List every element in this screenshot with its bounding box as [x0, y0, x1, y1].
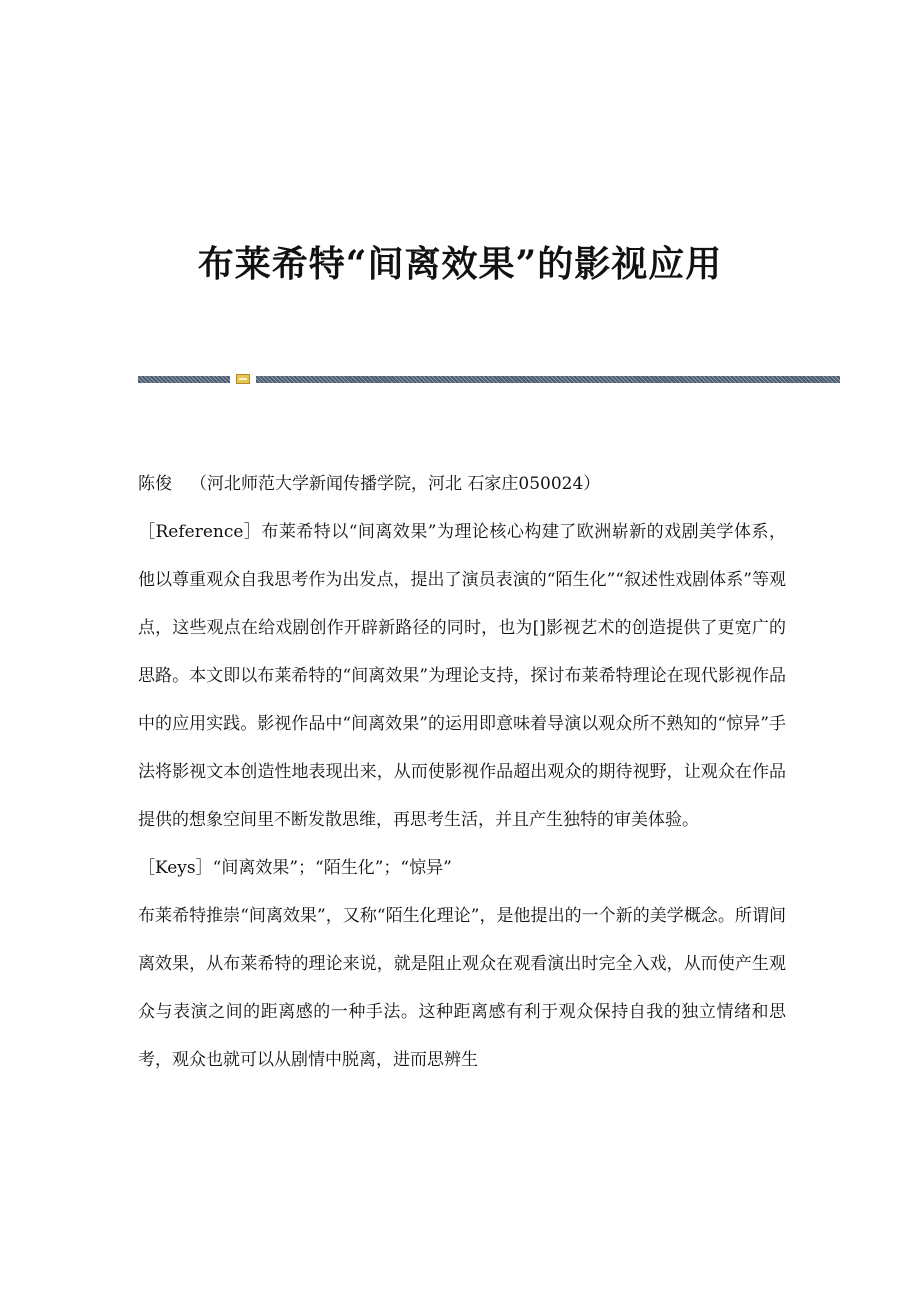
divider-ornament-icon — [236, 374, 250, 384]
divider-bar-right — [256, 376, 840, 383]
body-paragraph: 布莱希特推崇“间离效果”，又称“陌生化理论”，是他提出的一个新的美学概念。所谓间离效果，从布莱希特的理论来说，就是阻止观众在观看演出时完全入戏，从而使产生观众与表演之间的距离感的一种手法。这种距离感有利于观众保持自我的独立情绪和思考，观众也就可以从剧情中脱离，进而思辨生 — [138, 906, 786, 1070]
abstract-paragraph — [138, 508, 786, 844]
abstract-label: ［Reference］ — [138, 522, 262, 542]
title-divider — [138, 374, 840, 384]
keywords-text: “间离效果”；“陌生化”；“惊异” — [212, 858, 452, 878]
keywords-label: ［Keys］ — [138, 858, 213, 878]
author-name: 陈俊 — [138, 474, 172, 494]
keywords-paragraph — [138, 844, 786, 892]
author-line — [138, 460, 786, 508]
document-title: 布莱希特“间离效果”的影视应用 — [197, 243, 723, 286]
document-body — [138, 460, 786, 1084]
abstract-text: 布莱希特以“间离效果”为理论核心构建了欧洲崭新的戏剧美学体系，他以尊重观众自我思考作为出发点，提出了演员表演的“陌生化”“叙述性戏剧体系”等观点，这些观点在给戏剧创作开辟新路径的同时，也为[]影视艺术的创造提供了更宽广的思路。本文即以布莱希特的“间离效果”为理论支持，探讨布莱希特理论在现代影视作品中的应用实践。影视作品中“间离效果”的运用即意味着导演以观众所不熟知的“惊异”手法将影视文本创造性地表现出来，从而使影视作品超出观众的期待视野，让观众在作品提供的想象空间里不断发散思维，再思考生活，并且产生独特的审美体验。 — [138, 522, 786, 830]
author-affiliation: （河北师范大学新闻传播学院，河北 石家庄050024） — [190, 474, 601, 494]
divider-bar-left — [138, 376, 230, 383]
